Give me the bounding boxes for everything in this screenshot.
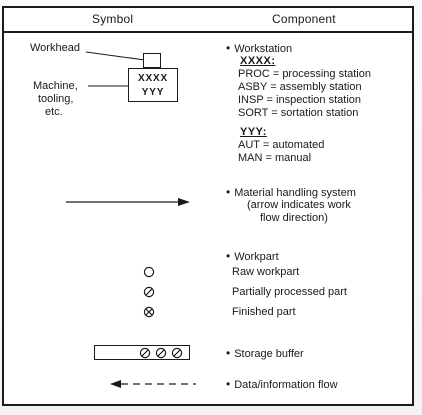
workstation-title: • Workstation bbox=[226, 42, 292, 56]
machine-label-line-2: tooling, bbox=[38, 93, 74, 105]
station-type-asby: ASBY = assembly station bbox=[238, 81, 362, 93]
raw-workpart-label: Raw workpart bbox=[232, 266, 300, 278]
partially-processed-part-label: Partially processed part bbox=[232, 286, 347, 298]
material-handling-line-3: flow direction) bbox=[260, 212, 328, 224]
storage-buffer-label: • Storage buffer bbox=[226, 347, 304, 361]
storage-buffer-symbol bbox=[94, 345, 190, 360]
material-handling-arrow-icon bbox=[66, 196, 190, 208]
mode-manual: MAN = manual bbox=[238, 152, 312, 164]
buffer-parts-icon bbox=[139, 347, 187, 359]
workstation-symbol bbox=[128, 68, 178, 102]
raw-workpart-icon bbox=[143, 266, 155, 278]
material-handling-line-1: • Material handling system bbox=[226, 186, 356, 200]
mode-automated: AUT = automated bbox=[238, 139, 325, 151]
workstation-code-top: XXXX bbox=[138, 73, 168, 84]
xxxx-heading: XXXX: bbox=[240, 55, 276, 67]
finished-part-icon bbox=[143, 306, 155, 318]
machine-label-line-1: Machine, bbox=[33, 80, 78, 92]
material-handling-line-2: (arrow indicates work bbox=[247, 199, 351, 211]
data-flow-arrow-icon bbox=[110, 378, 196, 390]
partially-processed-part-icon bbox=[143, 286, 155, 298]
workhead-leader-line bbox=[86, 52, 145, 60]
finished-part-label: Finished part bbox=[232, 306, 296, 318]
workpart-title: • Workpart bbox=[226, 250, 279, 264]
data-flow-label: • Data/information flow bbox=[226, 378, 338, 392]
workhead-label: Workhead bbox=[30, 42, 80, 54]
component-column-header: Component bbox=[272, 12, 336, 26]
workstation-code-bottom: YYY bbox=[141, 87, 165, 98]
machine-label-line-3: etc. bbox=[45, 106, 63, 118]
station-type-insp: INSP = inspection station bbox=[238, 94, 362, 106]
station-type-proc: PROC = processing station bbox=[238, 68, 371, 80]
symbol-column-header: Symbol bbox=[92, 12, 134, 26]
workhead-symbol bbox=[143, 53, 161, 68]
yyy-heading: YYY: bbox=[240, 126, 267, 138]
station-type-sort: SORT = sortation station bbox=[238, 107, 359, 119]
